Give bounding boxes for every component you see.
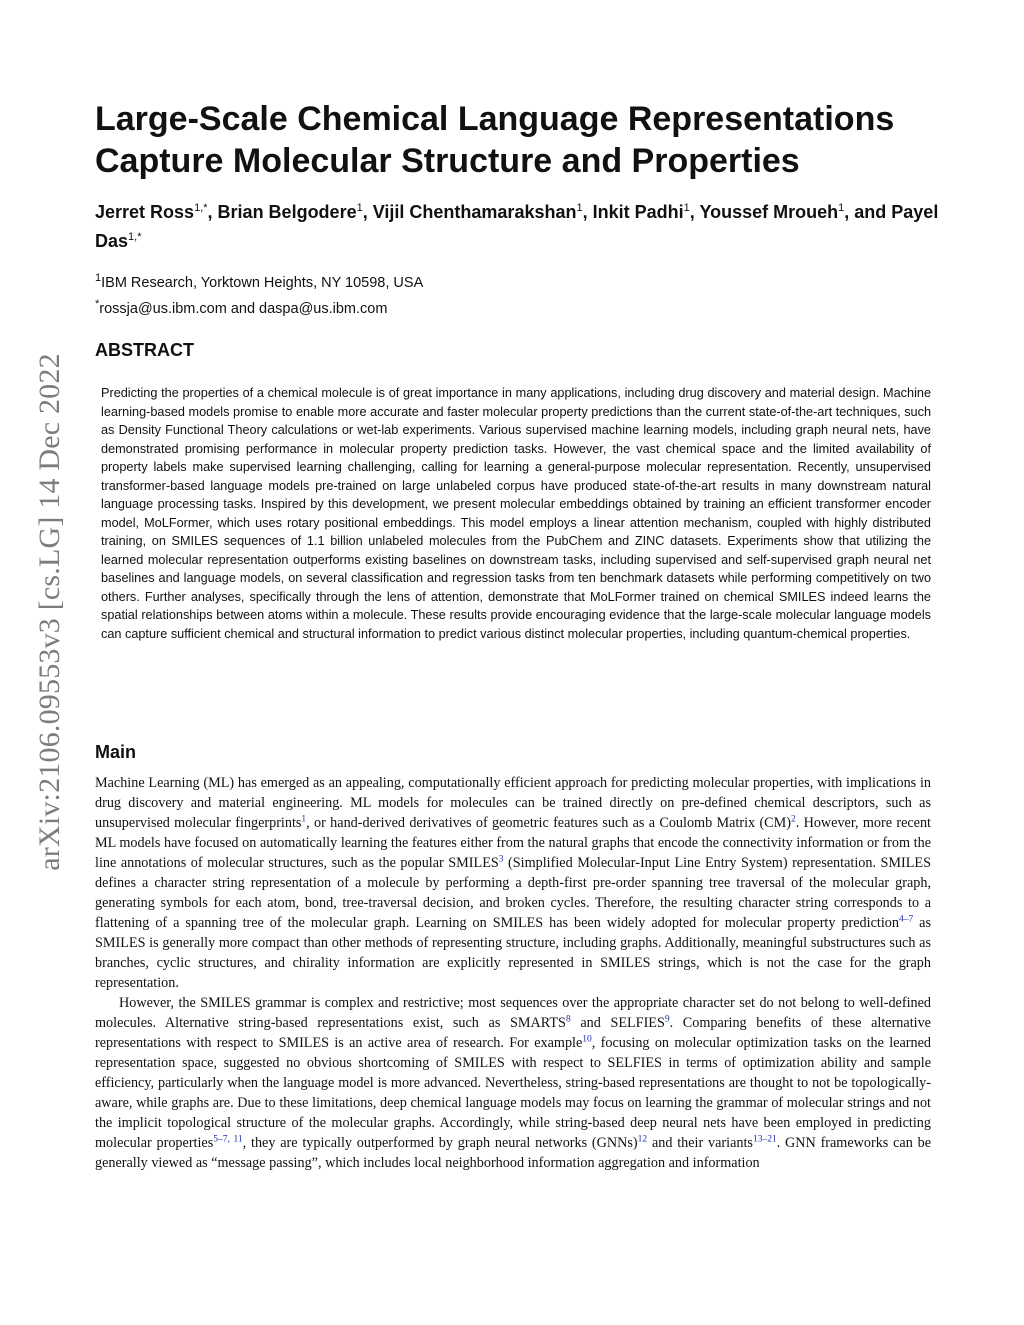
body-text-run: Machine Learning (ML) has emerged as an appealing, computationally efficient approach for predicting molecular properties, with implications in drug discovery and material engineering. ML models for molecules can be trained directly on pre-defined chemical descriptors, such as unsupervised molecular fingerprints xyxy=(95,775,931,831)
author-affiliation-mark: 1 xyxy=(576,202,583,214)
body-text-run: as SMILES is generally more compact than other methods of representing structure, including graphs. Additionally, meaningful substructures such as branches, cyclic structures, and chirality information are explicitly represented in SMILES strings, which is not the case for the graph representation. xyxy=(95,915,932,991)
body-text-run: and SELFIES xyxy=(570,1015,665,1031)
author-separator: , xyxy=(207,202,218,222)
body-text-run: . GNN frameworks can be generally viewed as “message passing”, which includes local neighborhood information aggregation and information xyxy=(95,1135,931,1171)
citation-link[interactable]: 4–7 xyxy=(898,914,914,925)
author-name: Payel Das xyxy=(95,202,939,251)
citation-link[interactable]: 12 xyxy=(637,1134,648,1145)
abstract-heading: ABSTRACT xyxy=(95,340,194,360)
citation-link[interactable]: 3 xyxy=(498,854,504,865)
citation-link[interactable]: 5–7, 11 xyxy=(213,1134,243,1145)
body-text-run: (Simplified Molecular-Input Line Entry System) representation. SMILES defines a character string representation of a molecule by performing a depth-first pre-order spanning tree traversal of the molecular graph, generating symbols for each atom, bond, tree-traversal decision, and broken cycles. Therefore, the resulting character string corresponds to a flattening of a spanning tree of the molecular graph. Learning on SMILES has been widely adopted for molecular property prediction xyxy=(95,855,931,931)
author-name: Vijil Chenthamarakshan xyxy=(372,202,577,222)
author-name: Inkit Padhi xyxy=(592,202,684,222)
contact-email-line xyxy=(95,294,895,320)
contact-email-text: rossja@us.ibm.com and daspa@us.ibm.com xyxy=(99,300,388,317)
author-name: Youssef Mroueh xyxy=(699,202,839,222)
author-affiliation-mark: 1,* xyxy=(194,202,208,214)
body-text-run: . Comparing benefits of these alternative representations with respect to SMILES is an active area of research. For example xyxy=(95,1015,931,1051)
affiliation-line xyxy=(95,268,895,294)
affiliation-text: IBM Research, Yorktown Heights, NY 10598, USA xyxy=(101,274,424,291)
author-affiliation-mark: 1 xyxy=(683,202,690,214)
main-section-heading: Main xyxy=(95,742,137,762)
body-text-run: , or hand-derived derivatives of geometric features such as a Coulomb Matrix (CM) xyxy=(306,815,791,831)
author-separator: , and xyxy=(844,202,892,222)
body-text-run: . However, more recent ML models have focused on automatically learning the features either from the natural graphs that encode the connectivity information or from the line annotations of molecular structures, such as the popular SMILES xyxy=(95,815,932,871)
citation-link[interactable]: 13–21 xyxy=(752,1134,777,1145)
body-text-run: and their variants xyxy=(647,1135,753,1151)
body-text-run: , they are typically outperformed by graph neural networks (GNNs) xyxy=(242,1135,638,1151)
citation-link[interactable]: 9 xyxy=(664,1014,670,1025)
author-affiliation-mark: 1,* xyxy=(128,231,142,243)
author-separator: , xyxy=(582,202,593,222)
body-text-run: , focusing on molecular optimization tasks on the learned representation space, suggested no obvious shortcoming of SMILES with respect to SELFIES in terms of optimization ability and sample efficiency, particularly when the language model is more advanced. Nevertheless, string-based representations are thought to not be topologically-aware, while graphs are. Due to these limitations, deep chemical language models may focus on learning the grammar of molecular strings and not the implicit topological structure of the molecular graphs. Accordingly, while string-based deep neural nets have been employed in predicting molecular properties xyxy=(95,1035,931,1151)
affiliation-mark: 1 xyxy=(95,272,102,284)
author-affiliation-mark: 1 xyxy=(356,202,363,214)
author-affiliation-mark: 1 xyxy=(838,202,845,214)
affiliations xyxy=(95,268,895,320)
page-title: Large-Scale Chemical Language Representations Capture Molecular Structure and Properties xyxy=(95,100,895,180)
citation-link[interactable]: 1 xyxy=(301,814,307,825)
citation-link[interactable]: 10 xyxy=(582,1034,592,1045)
main-section-body xyxy=(95,773,931,1173)
author-separator: , xyxy=(689,202,700,222)
author-name: Jerret Ross xyxy=(95,202,195,222)
abstract-body: Predicting the properties of a chemical molecule is of great importance in many applications, including drug discovery and material design. Machine learning-based models promise to enable more accurate and faster molecular property predictions than the current state-of-the-art techniques, such as Density Functional Theory calculations or wet-lab experiments. Various supervised machine learning models, including graph neural nets, have demonstrated promising performance in molecular property prediction tasks. However, the vast chemical space and the limited availability of property labels make supervised learning challenging, calling for learning a general-purpose molecular representation. Recently, unsupervised transformer-based language models pre-trained on large unlabeled corpus have produced state-of-the-art results in many downstream natural language processing tasks. Inspired by this development, we present molecular embeddings obtained by training an efficient transformer encoder model, MoLFormer, which uses rotary positional embeddings. This model employs a linear attention mechanism, coupled with highly distributed training, on SMILES sequences of 1.1 billion unlabeled molecules from the PubChem and ZINC datasets. Experiments show that utilizing the learned molecular representation outperforms existing baselines on downstream tasks, including supervised and self-supervised graph neural net baselines and language models, on several classification and regression tasks from ten benchmark datasets while performing competitively on two others. Further analyses, specifically through the lens of attention, demonstrate that MoLFormer trained on chemical SMILES indeed learns the spatial relationships between atoms within a molecule. These results provide encouraging evidence that the large-scale molecular language models can capture sufficient chemical and structural information to predict various distinct molecular properties, including quantum-chemical properties. xyxy=(101,386,931,641)
author-list xyxy=(95,196,965,254)
author-separator: , xyxy=(362,202,373,222)
body-paragraph-1 xyxy=(95,773,931,993)
body-paragraph-2 xyxy=(95,993,931,1173)
arxiv-identifier: arXiv:2106.09553v3 [cs.LG] 14 Dec 2022 xyxy=(33,353,66,871)
citation-link[interactable]: 2 xyxy=(790,814,796,825)
citation-link[interactable]: 8 xyxy=(565,1014,571,1025)
affiliation-mark: * xyxy=(95,297,100,310)
body-text-run: However, the SMILES grammar is complex and restrictive; most sequences over the appropriate character set do not belong to well-defined molecules. Alternative string-based representations exist, such as SMARTS xyxy=(95,995,931,1031)
author-name: Brian Belgodere xyxy=(217,202,357,222)
